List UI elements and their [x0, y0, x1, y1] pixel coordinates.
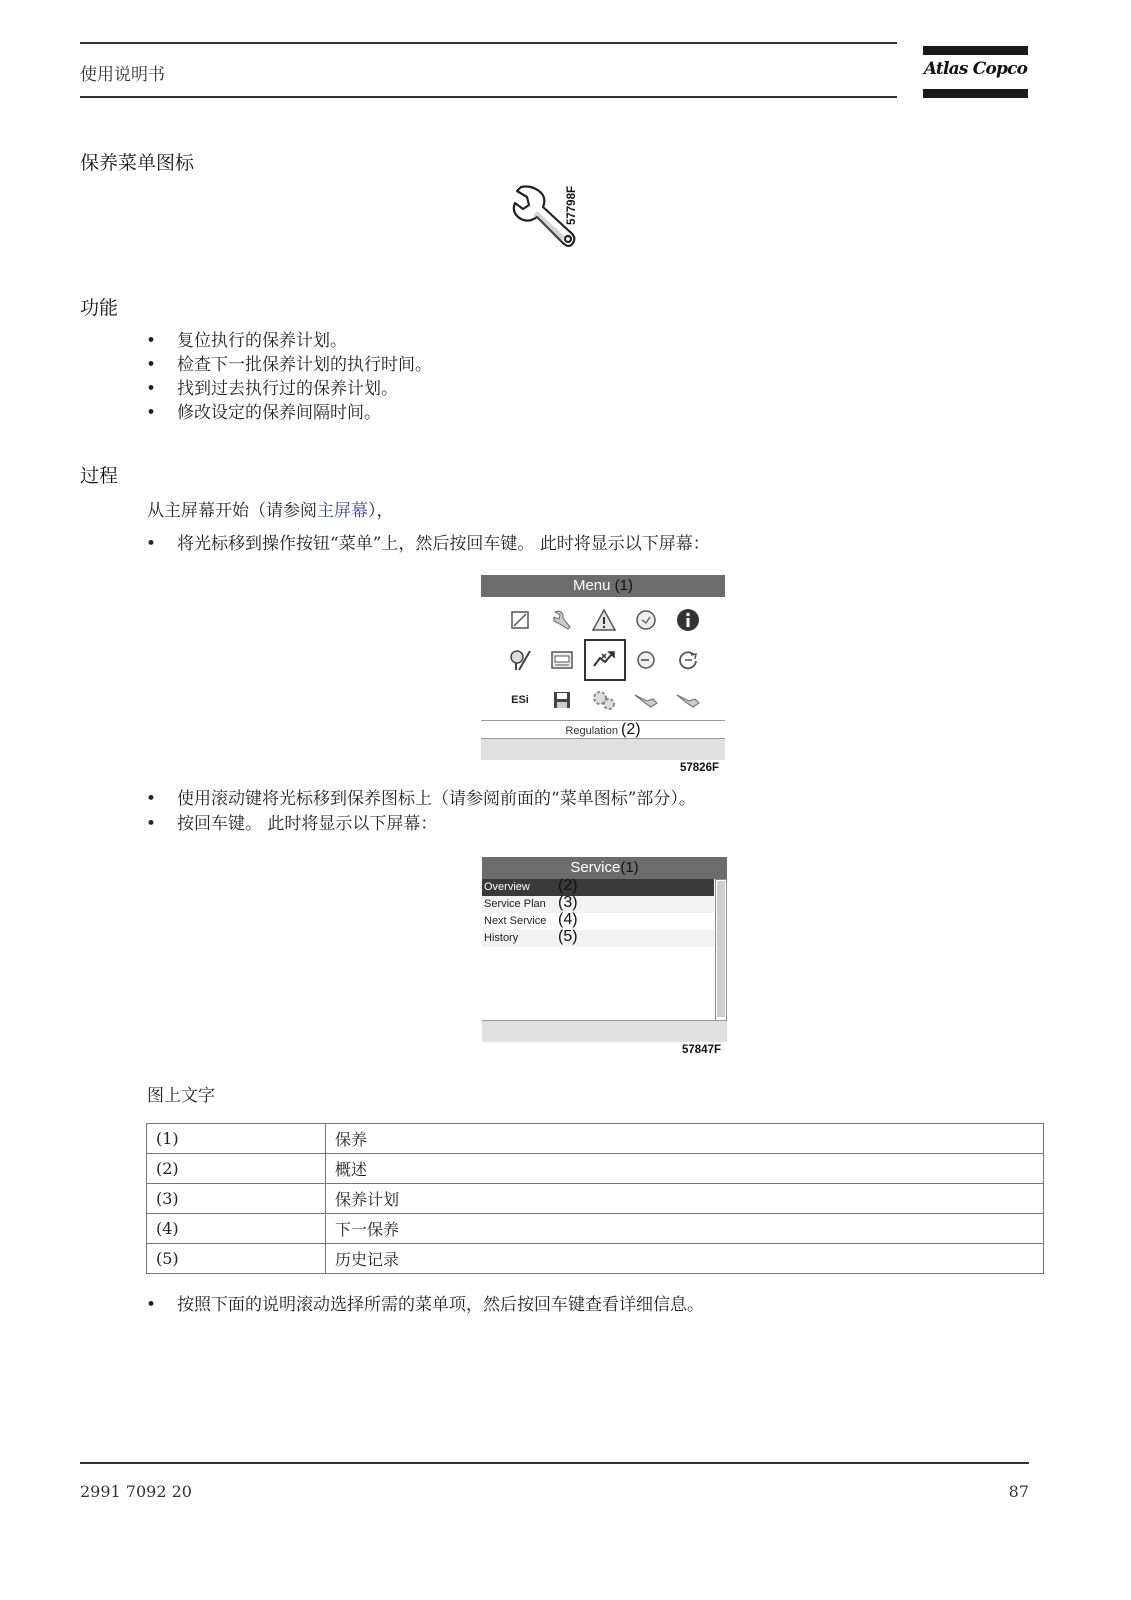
service-item-service-plan[interactable]: Service Plan (3)	[482, 896, 714, 913]
service-item-history[interactable]: History (5)	[482, 930, 714, 947]
page-number: 87	[1008, 1482, 1029, 1501]
warning-icon[interactable]	[589, 605, 619, 635]
info-icon[interactable]	[673, 605, 703, 635]
header-top-rule	[80, 42, 897, 44]
menu-screen-title: Menu (1)	[481, 575, 725, 597]
forward-timer-icon[interactable]	[673, 645, 703, 675]
wrench-icon[interactable]	[547, 605, 577, 635]
doc-number: 2991 7092 20	[80, 1482, 192, 1501]
legend-table	[146, 1123, 1044, 1274]
service-item-next-service[interactable]: Next Service (4)	[482, 913, 714, 930]
atlas-copco-logo: Atlas Copco	[923, 46, 1028, 98]
table-row: (2) 概述	[147, 1154, 1044, 1184]
timer-icon[interactable]	[631, 645, 661, 675]
icon-figure-code: 57798F	[566, 185, 578, 225]
user-key-icon[interactable]	[673, 685, 703, 715]
table-row: (4) 下一保养	[147, 1214, 1044, 1244]
regulation-icon[interactable]	[589, 645, 619, 675]
icon-heading: 保养菜单图标	[80, 152, 195, 174]
service-item-overview[interactable]: Overview (2)	[482, 879, 714, 896]
table-row: (3) 保养计划	[147, 1184, 1044, 1214]
service-scrollbar[interactable]	[715, 879, 727, 1021]
header-title: 使用说明书	[80, 65, 165, 85]
main-screen-link[interactable]: 主屏幕	[317, 501, 368, 521]
function-heading: 功能	[80, 297, 119, 319]
menu-footer-label: Regulation (2)	[565, 721, 641, 738]
service-figure-code: 57847F	[682, 1044, 722, 1056]
menu-status-bar	[481, 738, 725, 760]
menu-screen	[481, 575, 725, 759]
footer-rule	[80, 1462, 1029, 1464]
access-key-icon[interactable]	[631, 685, 661, 715]
procedure-heading: 过程	[80, 465, 119, 487]
sensor-icon[interactable]	[505, 645, 535, 675]
service-screen	[482, 857, 727, 1041]
menu-figure-code: 57826F	[680, 762, 720, 774]
service-screen-title: Service(1)	[482, 857, 727, 879]
gears-icon[interactable]	[589, 685, 619, 715]
clock-icon[interactable]	[631, 605, 661, 635]
save-icon[interactable]	[547, 685, 577, 715]
table-row: (1) 保养	[147, 1124, 1044, 1154]
service-status-bar	[482, 1020, 727, 1042]
procedure-intro: 从主屏幕开始（请参阅主屏幕），	[147, 501, 394, 521]
esi-icon[interactable]: ESi	[511, 694, 529, 706]
counter-icon[interactable]	[547, 645, 577, 675]
measure-icon[interactable]	[505, 605, 535, 635]
table-row: (5) 历史记录	[147, 1244, 1044, 1274]
legend-heading: 图上文字	[147, 1086, 215, 1106]
header-bottom-rule	[80, 96, 897, 98]
